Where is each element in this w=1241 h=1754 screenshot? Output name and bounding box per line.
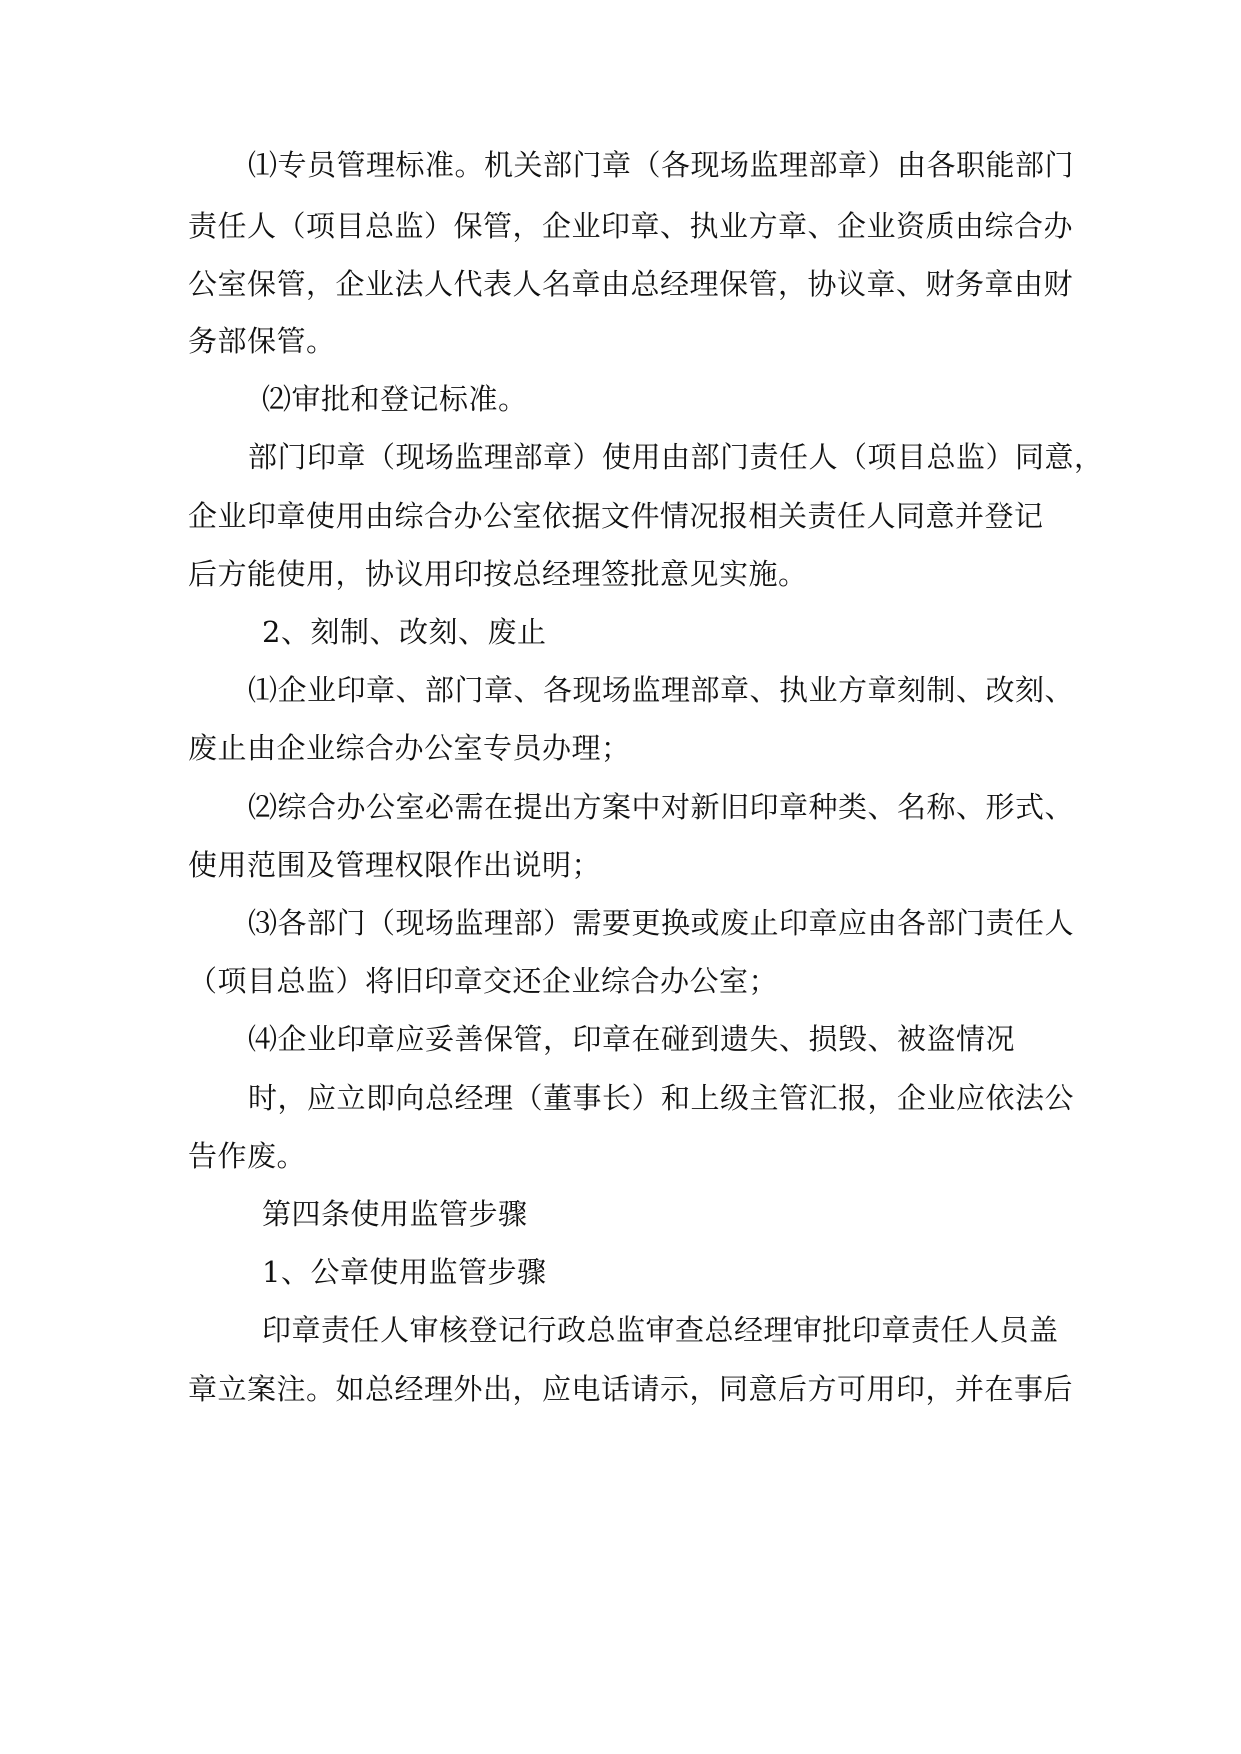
text-line: （项目总监）将旧印章交还企业综合办公室；	[188, 964, 779, 998]
text-line: 责任人（项目总监）保管，企业印章、执业方章、企业资质由综合办	[188, 209, 1074, 243]
text-line: ⑵审批和登记标准。	[262, 382, 528, 416]
text-line: 企业印章使用由综合办公室依据文件情况报相关责任人同意并登记	[188, 499, 1044, 533]
text-line: 务部保管。	[188, 324, 336, 358]
text-line: ⑶各部门（现场监理部）需要更换或废止印章应由各部门责任人	[248, 906, 1075, 940]
text-line: ⑵综合办公室必需在提出方案中对新旧印章种类、名称、形式、	[248, 790, 1075, 824]
text-line: 时，应立即向总经理（董事长）和上级主管汇报，企业应依法公	[248, 1081, 1075, 1115]
text-line: 印章责任人审核登记行政总监审查总经理审批印章责任人员盖	[262, 1313, 1059, 1347]
text-line: 后方能使用，协议用印按总经理签批意见实施。	[188, 557, 808, 591]
text-line: 章立案注。如总经理外出，应电话请示，同意后方可用印，并在事后	[188, 1372, 1074, 1406]
text-line: 废止由企业综合办公室专员办理；	[188, 731, 631, 765]
text-line: 2、刻制、改刻、废止	[262, 615, 547, 649]
text-line: 使用范围及管理权限作出说明；	[188, 848, 602, 882]
subsection-heading: 1、公章使用监管步骤	[262, 1255, 547, 1289]
text-line: 公室保管，企业法人代表人名章由总经理保管，协议章、财务章由财	[188, 267, 1074, 301]
text-line: 告作废。	[188, 1139, 307, 1173]
text-line: ⑴专员管理标准。机关部门章（各现场监理部章）由各职能部门	[248, 148, 1075, 182]
text-line: 部门印章（现场监理部章）使用由部门责任人（项目总监）同意，	[248, 440, 1104, 474]
text-line: ⑷企业印章应妥善保管，印章在碰到遗失、损毁、被盗情况	[248, 1022, 1016, 1056]
section-heading: 第四条使用监管步骤	[262, 1197, 528, 1231]
text-line: ⑴企业印章、部门章、各现场监理部章、执业方章刻制、改刻、	[248, 673, 1075, 707]
